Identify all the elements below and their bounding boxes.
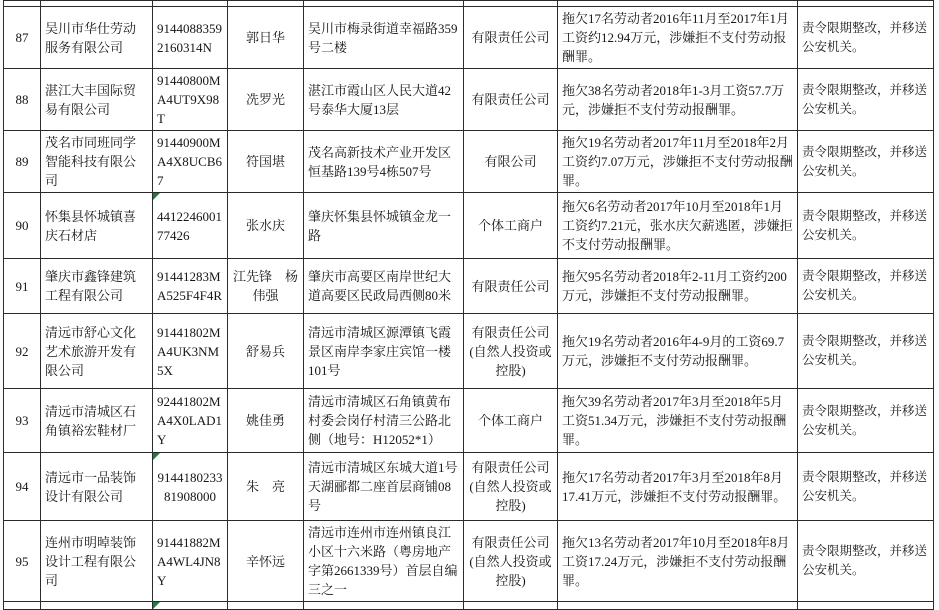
error-marker-icon	[153, 193, 160, 200]
cell-credit-code	[153, 193, 228, 259]
cell-company-name: 连州市明晫装饰设计工程有限公司	[41, 521, 153, 602]
cell-row-number: 87	[4, 7, 41, 69]
table-row	[4, 314, 934, 389]
cell-company-name: 茂名市同班同学智能科技有限公司	[41, 131, 153, 193]
table-cell-partial	[228, 602, 304, 610]
cell-legal-person: 张水庆	[228, 193, 304, 259]
cell-legal-person: 朱 亮	[228, 453, 304, 521]
table-row	[4, 259, 934, 314]
cell-company-name: 清远市一品装饰设计有限公司	[41, 453, 153, 521]
cell-row-number: 92	[4, 314, 41, 389]
table-cell-partial	[4, 602, 41, 610]
credit-code-text: 441224600177426	[157, 208, 222, 243]
cell-punishment: 责令限期整改，并移送公安机关。	[798, 131, 934, 193]
cell-credit-code: 91441882MA4WL4JN8Y	[153, 521, 228, 602]
cell-company-name: 清远市舒心文化艺术旅游开发有限公司	[41, 314, 153, 389]
cell-row-number: 91	[4, 259, 41, 314]
cell-row-number: 95	[4, 521, 41, 602]
cell-violation: 拖欠19名劳动者2017年11月至2018年2月工资约7.07万元，涉嫌拒不支付劳动报酬罪。	[558, 131, 798, 193]
cell-company-type: 有限责任公司(自然人投资或控股)	[464, 521, 558, 602]
cell-company-type: 有限责任公司	[464, 7, 558, 69]
cell-punishment: 责令限期整改，并移送公安机关。	[798, 521, 934, 602]
cell-company-type: 有限公司	[464, 131, 558, 193]
error-marker-icon	[153, 602, 160, 609]
cell-legal-person: 冼罗光	[228, 69, 304, 131]
cell-legal-person: 舒易兵	[228, 314, 304, 389]
cell-punishment: 责令限期整改，并移送公安机关。	[798, 193, 934, 259]
cell-company-type: 个体工商户	[464, 389, 558, 453]
cell-punishment: 责令限期整改，并移送公安机关。	[798, 314, 934, 389]
cell-address: 肇庆市高要区南岸世纪大道高要区民政局西侧80米	[304, 259, 464, 314]
cell-violation: 拖欠95名劳动者2018年2-11月工资约200万元，涉嫌拒不支付劳动报酬罪。	[558, 259, 798, 314]
cell-row-number: 93	[4, 389, 41, 453]
cell-violation: 拖欠39名劳动者2017年3月至2018年5月工资51.34万元，涉嫌拒不支付劳动报酬罪。	[558, 389, 798, 453]
table-row	[4, 389, 934, 453]
cell-address: 清远市清城区东城大道1号天湖郦都二座首层商铺08号	[304, 453, 464, 521]
cell-punishment: 责令限期整改，并移送公安机关。	[798, 259, 934, 314]
cell-legal-person: 郭日华	[228, 7, 304, 69]
cell-legal-person: 辛怀远	[228, 521, 304, 602]
cell-company-type: 有限责任公司	[464, 259, 558, 314]
cell-company-name: 肇庆市鑫锋建筑工程有限公司	[41, 259, 153, 314]
table-cell-partial	[41, 602, 153, 610]
cell-address: 湛江市霞山区人民大道42号泰华大厦13层	[304, 69, 464, 131]
cell-violation: 拖欠17名劳动者2016年11月至2017年1月工资约12.94万元，涉嫌拒不支付劳动报酬罪。	[558, 7, 798, 69]
cell-address: 清远市清城区石角镇黄布村委会岗仔村清三公路北侧（地号：H12052*1）	[304, 389, 464, 453]
cell-company-name: 清远市清城区石角镇裕宏鞋材厂	[41, 389, 153, 453]
table-cell-partial	[464, 602, 558, 610]
cell-credit-code: 91441802MA4UK3NM5X	[153, 314, 228, 389]
credit-code-text: 914418023381908000	[157, 469, 223, 504]
table-cell-partial	[304, 602, 464, 610]
cell-row-number: 94	[4, 453, 41, 521]
cell-company-type: 有限责任公司	[464, 69, 558, 131]
cell-credit-code	[153, 453, 228, 521]
table-row	[4, 193, 934, 259]
cell-violation: 拖欠38名劳动者2018年1-3月工资57.7万元，涉嫌拒不支付劳动报酬罪。	[558, 69, 798, 131]
cell-row-number: 89	[4, 131, 41, 193]
table-cell-partial	[558, 602, 798, 610]
cell-punishment: 责令限期整改，并移送公安机关。	[798, 69, 934, 131]
cell-company-type: 个体工商户	[464, 193, 558, 259]
cell-company-name: 吴川市华仕劳动服务有限公司	[41, 7, 153, 69]
cell-address: 茂名高新技术产业开发区恒基路139号4栋507号	[304, 131, 464, 193]
cell-credit-code: 91440900MA4X8UCB67	[153, 131, 228, 193]
cell-address: 吴川市梅录街道幸福路359号二楼	[304, 7, 464, 69]
violation-table	[3, 0, 934, 610]
cell-credit-code: 92441802MA4X0LAD1Y	[153, 389, 228, 453]
cell-row-number: 88	[4, 69, 41, 131]
cell-violation: 拖欠19名劳动者2016年4-9月的工资69.7万元，涉嫌拒不支付劳动报酬罪。	[558, 314, 798, 389]
table-cell-partial	[798, 602, 934, 610]
cell-legal-person: 姚佳勇	[228, 389, 304, 453]
table-row	[4, 453, 934, 521]
cell-legal-person: 江先锋 杨伟强	[228, 259, 304, 314]
cell-company-type: 有限责任公司(自然人投资或控股)	[464, 314, 558, 389]
cell-company-type: 有限责任公司(自然人投资或控股)	[464, 453, 558, 521]
cell-punishment: 责令限期整改，并移送公安机关。	[798, 453, 934, 521]
table-cell-partial	[153, 602, 228, 610]
cell-company-name: 怀集县怀城镇喜庆石材店	[41, 193, 153, 259]
cell-company-name: 湛江大丰国际贸易有限公司	[41, 69, 153, 131]
cell-punishment: 责令限期整改，并移送公安机关。	[798, 7, 934, 69]
cell-row-number: 90	[4, 193, 41, 259]
cell-violation: 拖欠6名劳动者2017年10月至2018年1月工资约7.21元，张水庆欠薪逃匿，涉嫌拒不支付劳动报酬罪。	[558, 193, 798, 259]
cell-credit-code: 91440883592160314N	[153, 7, 228, 69]
cell-violation: 拖欠13名劳动者2017年10月至2018年8月工资17.24万元，涉嫌拒不支付劳动报酬罪。	[558, 521, 798, 602]
cell-credit-code: 91441283MA525F4F4R	[153, 259, 228, 314]
cell-punishment: 责令限期整改，并移送公安机关。	[798, 389, 934, 453]
cell-address: 清远市连州市连州镇良江小区十六米路（粤房地产字第2661339号）首层自编三之一	[304, 521, 464, 602]
cell-address: 清远市清城区源潭镇飞霞景区南岸李家庄宾馆一楼101号	[304, 314, 464, 389]
table-row	[4, 69, 934, 131]
cell-legal-person: 符国堪	[228, 131, 304, 193]
cell-credit-code: 91440800MA4UT9X98T	[153, 69, 228, 131]
table-row	[4, 7, 934, 69]
table-row-partial-bottom	[4, 602, 934, 610]
table-row	[4, 521, 934, 602]
table-row	[4, 131, 934, 193]
cell-violation: 拖欠17名劳动者2017年3月至2018年8月17.41万元，涉嫌拒不支付劳动报酬罪。	[558, 453, 798, 521]
error-marker-icon	[153, 453, 160, 460]
cell-address: 肇庆怀集县怀城镇金龙一路	[304, 193, 464, 259]
